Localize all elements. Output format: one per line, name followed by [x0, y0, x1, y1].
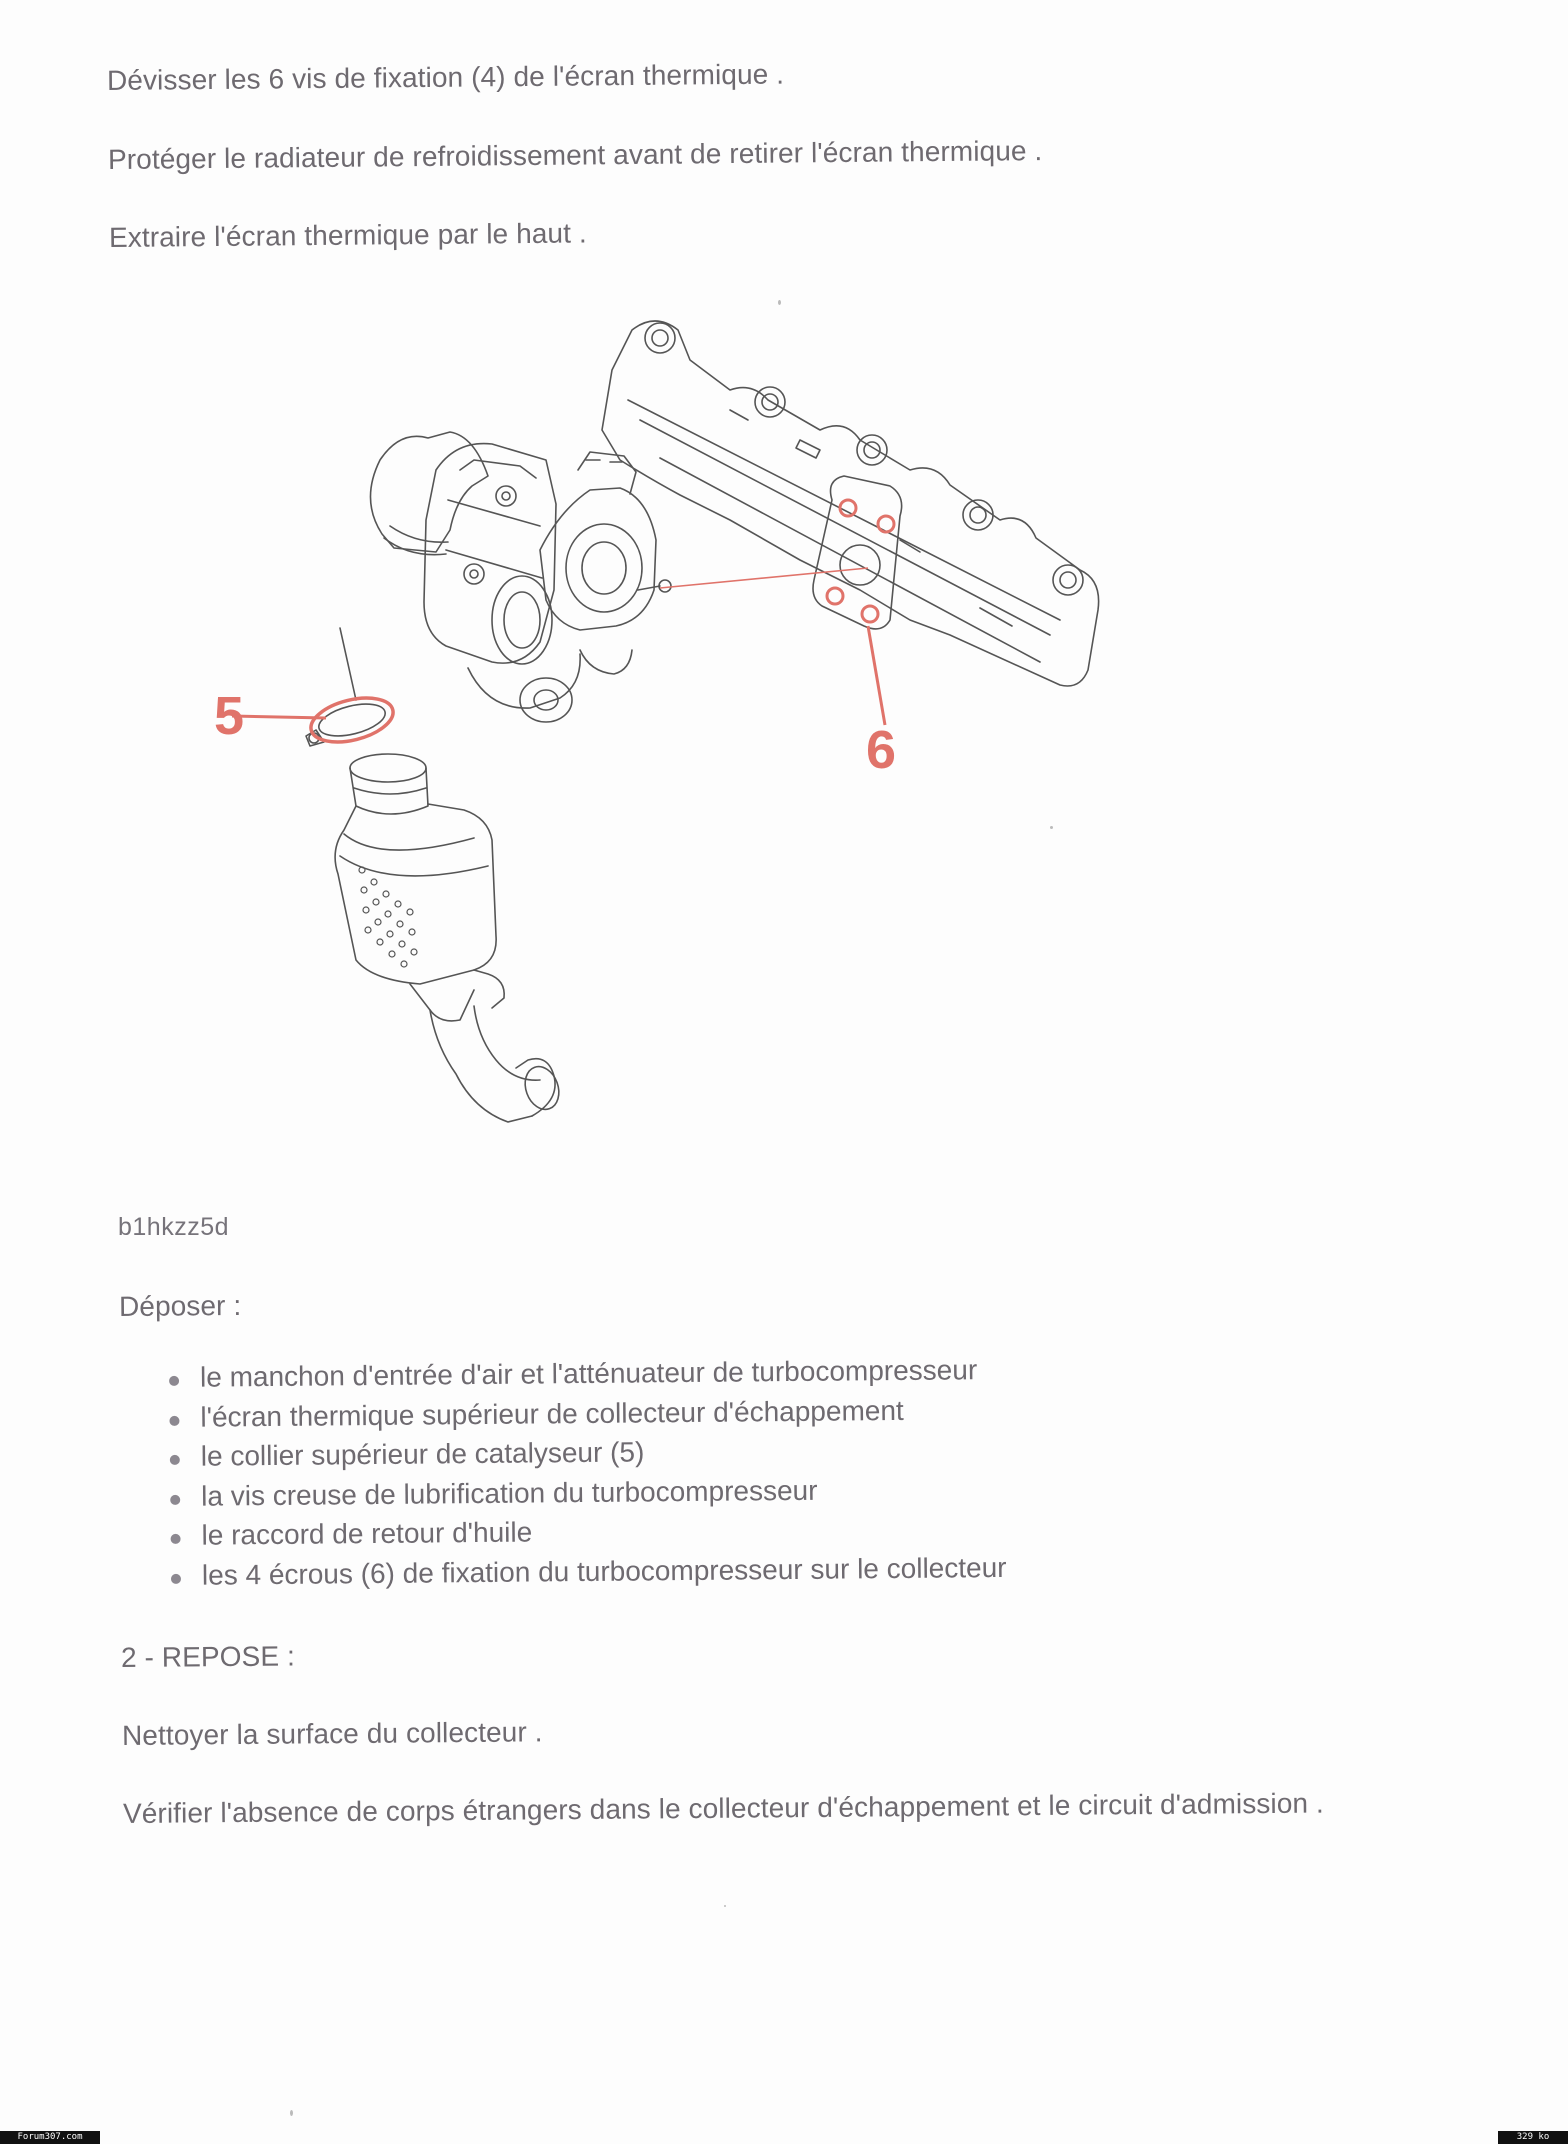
callout-leader-6	[868, 626, 885, 725]
bullet-icon	[170, 1494, 180, 1504]
bullet-icon	[170, 1455, 180, 1465]
bullet-icon	[169, 1376, 179, 1386]
footer-size-label: 329 ko	[1498, 2131, 1568, 2144]
clamp-highlight	[306, 690, 397, 749]
list-item: l'écran thermique supérieur de collecteur d'échappement	[165, 1389, 1005, 1437]
intro-line-extract: Extraire l'écran thermique par le haut .	[108, 217, 587, 253]
repose-line-verify: Vérifier l'absence de corps étrangers dans le collecteur d'échappement et le circuit d'admission .	[122, 1787, 1325, 1829]
figure-reference-code: b1hkzz5d	[118, 1213, 230, 1241]
turbocharger-diagram	[214, 290, 1140, 1150]
repose-heading: 2 - REPOSE :	[120, 1640, 296, 1673]
turbo-flange	[813, 476, 902, 629]
footer-site-label: Forum307.com	[0, 2131, 100, 2144]
deposer-list	[165, 1350, 1007, 1595]
catalyst-clamp	[306, 628, 398, 750]
bullet-icon	[171, 1534, 181, 1544]
nut-marker	[878, 516, 894, 532]
list-item: le manchon d'entrée d'air et l'atténuateur de turbocompresseur	[165, 1350, 1005, 1398]
bullet-icon	[169, 1415, 179, 1425]
scan-speck	[1050, 826, 1053, 829]
callout-leader-5	[232, 716, 326, 718]
list-item: les 4 écrous (6) de fixation du turbocompresseur sur le collecteur	[167, 1547, 1007, 1595]
intro-line-unscrew: Dévisser les 6 vis de fixation (4) de l'écran thermique .	[106, 58, 785, 96]
intro-line-protect: Protéger le radiateur de refroidissement avant de retirer l'écran thermique .	[107, 135, 1043, 175]
nut-marker	[840, 500, 856, 516]
list-item: le raccord de retour d'huile	[166, 1508, 1006, 1556]
scan-speck	[724, 1905, 726, 1907]
list-item: le collier supérieur de catalyseur (5)	[166, 1429, 1006, 1477]
footer-bar	[0, 2131, 1568, 2144]
catalyst-converter	[335, 754, 564, 1122]
scan-speck	[290, 2110, 293, 2116]
deposer-heading: Déposer :	[118, 1289, 242, 1322]
nut-marker	[862, 606, 878, 622]
bullet-icon	[171, 1573, 181, 1583]
callout-label-6: 6	[866, 720, 897, 780]
exhaust-manifold	[602, 321, 1099, 686]
scan-speck	[778, 300, 781, 305]
callout-label-5: 5	[214, 686, 245, 746]
repose-line-clean: Nettoyer la surface du collecteur .	[121, 1716, 543, 1751]
turbocharger	[370, 432, 671, 722]
nut-marker	[827, 588, 843, 604]
list-item: la vis creuse de lubrification du turbocompresseur	[166, 1468, 1006, 1516]
